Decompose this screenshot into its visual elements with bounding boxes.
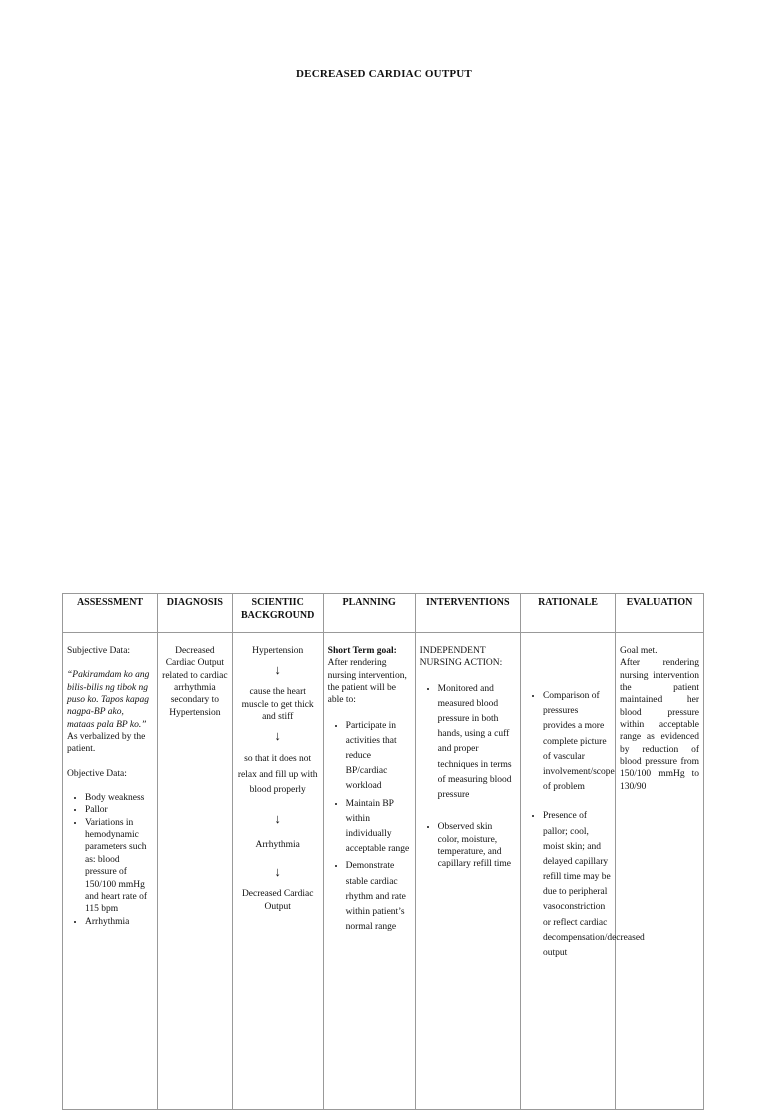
diagnosis-cell <box>158 633 233 1110</box>
rationale-list <box>525 689 645 961</box>
list-item: • Comparison of pressures provides a more complete picture of vascular involvement/scope of problem <box>543 689 611 795</box>
list-item: • Maintain BP within individually acceptable range <box>346 797 411 858</box>
list-item: • Body weakness <box>85 792 153 804</box>
step-not-relax: so that it does not relax and fill up with blood properly <box>237 754 318 795</box>
objective-list <box>67 792 153 928</box>
evaluation-cell <box>616 633 704 1110</box>
down-arrow-icon: ↓ <box>274 810 281 826</box>
list-item: • Pallor <box>85 804 153 816</box>
header-rationale: RATIONALE <box>520 594 615 633</box>
header-scientific-background: SCIENTIIC BACKGROUND <box>232 594 323 633</box>
interventions-list <box>420 682 516 871</box>
evaluation-text: After rendering nursing intervention the patient maintained her blood pressure within acceptable range as evidenced by reduction of blood pressure from 150/100 mmHg to 130/90 <box>620 658 699 792</box>
step-hypertension: Hypertension <box>252 646 304 656</box>
list-item: • Presence of pallor; cool, moist skin; and delayed capillary refill time may be due to peripheral vasoconstriction or reflect cardiac decompensation/decreased output <box>543 809 611 961</box>
list-item: • Arrhythmia <box>85 916 153 928</box>
list-item: • Participate in activities that reduce BP/cardiac workload <box>346 719 411 795</box>
header-row <box>63 594 704 633</box>
list-item: • Demonstrate stable cardiac rhythm and rate within patient’s normal range <box>346 859 411 935</box>
scientific-background-cell <box>232 633 323 1110</box>
planning-cell <box>323 633 415 1110</box>
header-planning: PLANNING <box>323 594 415 633</box>
objective-label: Objective Data: <box>67 768 127 779</box>
step-thick-stiff: cause the heart muscle to get thick and stiff <box>241 687 314 723</box>
list-item: • Observed skin color, moisture, temperature, and capillary refill time <box>438 821 516 870</box>
goal-label: Short Term goal: <box>327 646 397 656</box>
header-assessment: ASSESSMENT <box>63 594 158 633</box>
down-arrow-icon: ↓ <box>274 662 281 678</box>
planning-list <box>328 719 411 936</box>
list-item: • Monitored and measured blood pressure in both hands, using a cuff and proper techniques in terms of measuring blood pressure <box>438 682 516 804</box>
down-arrow-icon: ↓ <box>274 864 281 880</box>
care-plan-table <box>62 593 704 1110</box>
header-interventions: INTERVENTIONS <box>415 594 520 633</box>
list-item: • Variations in hemodynamic parameters such as: blood pressure of 150/100 mmHg and heart rate of 115 bpm <box>85 817 153 916</box>
subjective-label: Subjective Data: <box>67 646 131 656</box>
diagnosis-text: Decreased Cardiac Output related to cardiac arrhythmia secondary to Hypertension <box>162 646 228 718</box>
verbalized-note: As verbalized by the patient. <box>67 732 146 755</box>
content-row <box>63 633 704 1110</box>
interventions-heading: INDEPENDENT NURSING ACTION: <box>419 646 503 669</box>
goal-text: After rendering nursing intervention, the patient will be able to: <box>327 658 407 706</box>
header-evaluation: EVALUATION <box>616 594 704 633</box>
header-diagnosis: DIAGNOSIS <box>158 594 233 633</box>
down-arrow-icon: ↓ <box>274 728 281 744</box>
patient-quote: “Pakiramdam ko ang bilis-bilis ng tibok ng puso ko. Tapos kapag nagpa-BP ako, mataas pala BP ko.” <box>67 670 150 730</box>
step-arrhythmia: Arrhythmia <box>255 839 300 850</box>
step-decreased-output: Decreased Cardiac Output <box>241 889 314 912</box>
document-title: DECREASED CARDIAC OUTPUT <box>296 68 472 80</box>
assessment-cell <box>63 633 158 1110</box>
interventions-cell <box>415 633 520 1110</box>
evaluation-status: Goal met. <box>620 646 658 656</box>
